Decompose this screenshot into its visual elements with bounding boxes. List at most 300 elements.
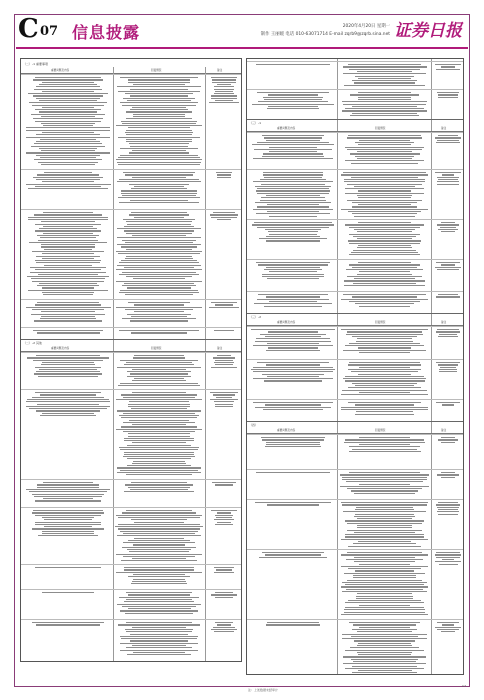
text-line [35, 367, 101, 368]
text-line [128, 302, 189, 303]
text-line [118, 197, 200, 198]
text-line [343, 350, 426, 351]
text-line [214, 572, 233, 573]
text-line [43, 233, 94, 234]
text-line [349, 254, 421, 255]
text-line [357, 231, 413, 232]
header-note: 备注 [441, 127, 447, 130]
page-code: C7 [461, 684, 466, 688]
text-line [122, 240, 197, 241]
text-line [441, 477, 455, 478]
text-line [32, 494, 103, 495]
text-line [437, 329, 459, 330]
text-line [123, 431, 196, 432]
section-title-text: （四） [249, 423, 259, 427]
text-line [354, 561, 415, 562]
text-line [257, 227, 329, 228]
text-line [42, 517, 94, 518]
table-cell [433, 471, 463, 499]
text-line [43, 125, 93, 126]
table-row [21, 479, 241, 508]
text-line [441, 264, 456, 265]
text-line [348, 369, 421, 370]
text-line [37, 285, 99, 286]
table-row [247, 499, 463, 550]
text-line [126, 256, 191, 257]
text-line [133, 652, 185, 653]
section-letter: C [18, 14, 39, 44]
text-line [358, 347, 410, 348]
text-line [253, 371, 332, 372]
table-cell [114, 329, 204, 339]
text-line [41, 116, 95, 117]
text-line [126, 130, 192, 131]
text-line [264, 306, 322, 307]
text-line [128, 433, 190, 434]
text-line [344, 85, 424, 86]
table-row [21, 564, 241, 590]
text-line [36, 141, 100, 142]
text-line [30, 272, 106, 273]
text-line [40, 318, 96, 319]
text-line [343, 378, 426, 379]
text-line [352, 672, 418, 673]
text-line [28, 93, 109, 94]
text-line [120, 470, 198, 471]
text-line [436, 262, 461, 263]
text-line [251, 329, 334, 330]
text-line [43, 294, 94, 295]
text-line [130, 320, 188, 321]
text-line [124, 283, 194, 284]
text-line [37, 487, 98, 488]
text-line [347, 200, 422, 201]
text-line [439, 369, 458, 370]
table-cell [114, 566, 204, 589]
text-line [352, 336, 417, 337]
text-line [359, 271, 410, 272]
table-cell [207, 211, 241, 299]
text-line [358, 541, 411, 542]
text-line [213, 212, 234, 213]
text-line [116, 515, 202, 516]
text-line [120, 360, 198, 361]
text-line [211, 95, 236, 96]
text-line [269, 151, 318, 152]
text-line [257, 142, 329, 143]
text-line [131, 519, 187, 520]
text-line [216, 569, 232, 570]
text-line [124, 267, 194, 268]
text-line [122, 105, 196, 106]
text-line [354, 493, 414, 494]
text-line [117, 86, 202, 87]
table-cell [339, 91, 430, 119]
table-cell [433, 436, 463, 469]
text-line [126, 139, 193, 140]
text-line [346, 334, 423, 335]
text-line [130, 640, 187, 641]
text-line [127, 376, 191, 377]
text-line [252, 224, 334, 225]
text-line [345, 650, 424, 651]
text-line [258, 264, 328, 265]
text-line [44, 519, 92, 520]
text-line [253, 402, 334, 403]
text-line [214, 93, 234, 94]
text-line [217, 177, 232, 178]
text-line [128, 608, 191, 609]
table-cell [24, 301, 112, 327]
text-line [255, 202, 331, 203]
text-line [42, 258, 94, 259]
text-line [359, 605, 409, 606]
dateline: 2020年4月20日 星期一 [342, 24, 390, 29]
text-line [40, 157, 97, 158]
text-line [39, 111, 96, 112]
text-line [120, 610, 197, 611]
text-line [344, 442, 424, 443]
text-line [40, 139, 95, 140]
text-line [269, 216, 317, 217]
text-line [438, 364, 459, 365]
text-line [358, 222, 411, 223]
text-line [123, 422, 195, 423]
text-line [120, 636, 199, 637]
text-line [37, 174, 99, 175]
text-line [118, 91, 201, 92]
text-line [117, 228, 201, 229]
text-line [129, 184, 188, 185]
text-line [118, 253, 201, 254]
text-line [215, 515, 233, 516]
text-line [436, 557, 459, 558]
text-line [130, 89, 189, 90]
text-line [342, 591, 427, 592]
text-line [128, 406, 190, 407]
table-cell [433, 221, 463, 259]
text-line [32, 397, 104, 398]
text-line [341, 394, 428, 395]
text-line [126, 647, 193, 648]
text-line [127, 549, 191, 550]
text-line [358, 262, 412, 263]
text-line [357, 527, 411, 528]
text-line [254, 149, 333, 150]
text-line [122, 512, 197, 513]
text-line [253, 209, 334, 210]
table-cell [339, 293, 430, 313]
text-line [268, 231, 319, 232]
text-line [42, 362, 94, 363]
text-line [344, 573, 424, 574]
text-line [359, 484, 409, 485]
text-line [345, 376, 423, 377]
text-line [32, 528, 103, 529]
text-line [115, 526, 202, 527]
text-line [133, 579, 186, 580]
table-cell [250, 436, 336, 469]
text-line [345, 534, 424, 535]
text-line [358, 144, 412, 145]
text-line [42, 592, 94, 593]
text-line [125, 242, 193, 243]
text-line [253, 378, 332, 379]
text-line [26, 489, 111, 490]
right-table [246, 58, 464, 675]
text-line [358, 78, 410, 79]
text-line [358, 670, 412, 671]
text-line [42, 531, 94, 532]
text-line [256, 213, 329, 214]
table-cell [114, 76, 204, 169]
text-line [133, 574, 186, 575]
table-cell [433, 328, 463, 359]
text-line [132, 107, 187, 108]
text-line [261, 197, 326, 198]
text-line [126, 118, 191, 119]
text-line [40, 237, 97, 238]
text-line [126, 221, 192, 222]
text-line [29, 408, 107, 409]
text-line [345, 147, 423, 148]
text-line [41, 221, 95, 222]
text-line [126, 362, 193, 363]
text-line [441, 66, 455, 67]
text-line [41, 311, 95, 312]
text-line [132, 463, 187, 464]
text-line [117, 237, 200, 238]
text-line [357, 158, 412, 159]
text-line [124, 452, 193, 453]
header-reply: 回复情况 [375, 321, 386, 324]
text-line [266, 140, 321, 141]
text-line [122, 123, 196, 124]
table-row [247, 469, 463, 500]
text-line [123, 413, 196, 414]
text-line [128, 79, 191, 80]
text-line [269, 301, 318, 302]
table-row [247, 434, 463, 470]
text-line [35, 515, 102, 516]
text-line [37, 302, 99, 303]
text-line [354, 278, 416, 279]
text-line [353, 236, 416, 237]
text-line [211, 98, 237, 99]
text-line [36, 355, 100, 356]
text-line [128, 404, 191, 405]
text-line [124, 491, 193, 492]
text-line [269, 271, 318, 272]
table-cell [250, 328, 336, 359]
text-line [435, 64, 460, 65]
text-line [435, 561, 461, 562]
text-line [39, 148, 98, 149]
text-line [438, 229, 457, 230]
text-line [128, 487, 189, 488]
text-line [118, 385, 200, 386]
text-line [257, 188, 329, 189]
table-cell [114, 591, 204, 619]
text-line [259, 557, 327, 558]
text-line [269, 147, 317, 148]
header-note: 备注 [217, 347, 223, 350]
text-line [212, 82, 235, 83]
text-line [28, 290, 109, 291]
text-line [349, 227, 420, 228]
text-line [267, 204, 320, 205]
text-line [29, 491, 108, 492]
text-line [344, 181, 425, 182]
text-line [120, 148, 198, 149]
text-line [38, 376, 99, 377]
table-cell [339, 221, 430, 259]
text-line [442, 559, 455, 560]
text-line [41, 246, 95, 247]
table-cell [250, 501, 336, 549]
text-line [125, 294, 193, 295]
text-line [209, 102, 239, 103]
text-line [357, 652, 413, 653]
text-line [437, 629, 459, 630]
text-line [348, 64, 420, 65]
table-cell [433, 261, 463, 291]
text-line [126, 134, 192, 135]
text-line [358, 99, 411, 100]
text-line [132, 558, 187, 559]
table-header [247, 125, 463, 132]
text-line [266, 444, 320, 445]
table-cell [339, 361, 430, 399]
text-line [437, 511, 459, 512]
text-line [345, 439, 423, 440]
text-line [43, 212, 92, 213]
text-line [442, 404, 455, 405]
text-line [355, 76, 415, 77]
header-reply: 回复情况 [151, 69, 162, 72]
text-line [435, 267, 461, 268]
masthead-rule [16, 47, 468, 49]
table-row [247, 132, 463, 170]
text-line [215, 622, 233, 623]
text-line [340, 474, 428, 475]
table-cell [433, 91, 463, 119]
text-line [352, 213, 416, 214]
text-line [36, 155, 101, 156]
text-line [215, 524, 233, 525]
text-line [131, 583, 186, 584]
text-line [252, 104, 335, 105]
text-line [352, 629, 417, 630]
section-title-text: （二）-1 重要事项 [23, 62, 48, 66]
text-line [345, 607, 423, 608]
text-line [26, 130, 110, 131]
text-line [253, 158, 333, 159]
text-line [264, 177, 323, 178]
text-line [262, 276, 325, 277]
text-line [211, 77, 237, 78]
text-line [356, 507, 413, 508]
text-line [33, 360, 102, 361]
text-line [357, 593, 413, 594]
text-line [130, 489, 189, 490]
table-row [247, 326, 463, 360]
text-line [343, 511, 426, 512]
table-row [21, 169, 241, 210]
text-line [261, 184, 326, 185]
table-cell [339, 621, 430, 675]
text-line [210, 392, 238, 393]
text-line [257, 299, 329, 300]
table-row [21, 209, 241, 300]
text-line [354, 532, 414, 533]
page-number: 07 [40, 24, 59, 39]
text-line [349, 472, 420, 473]
left-table [20, 58, 242, 662]
text-line [127, 458, 191, 459]
table-row [247, 399, 463, 422]
text-line [359, 140, 409, 141]
text-line [342, 638, 427, 639]
text-line [348, 546, 421, 547]
text-line [125, 93, 192, 94]
text-line [359, 352, 411, 353]
table-cell [207, 391, 241, 479]
text-line [126, 474, 193, 475]
text-line [267, 343, 319, 344]
text-line [36, 179, 101, 180]
text-line [358, 190, 410, 191]
text-line [349, 264, 419, 265]
text-line [42, 292, 93, 293]
text-line [437, 622, 460, 623]
text-line [127, 654, 192, 655]
text-line [345, 380, 425, 381]
text-line [26, 401, 109, 402]
table-row [247, 291, 463, 314]
text-line [351, 659, 417, 660]
text-line [40, 415, 96, 416]
text-line [125, 484, 193, 485]
text-line [34, 159, 103, 160]
text-line [35, 567, 102, 568]
text-line [36, 256, 99, 257]
text-line [438, 294, 457, 295]
table-row [247, 259, 463, 292]
text-line [342, 634, 426, 635]
text-line [353, 575, 416, 576]
text-line [27, 276, 110, 277]
text-line [351, 252, 418, 253]
text-line [438, 502, 458, 503]
table-cell [433, 171, 463, 219]
text-line [123, 456, 196, 457]
text-line [345, 224, 424, 225]
text-line [260, 334, 327, 335]
text-line [118, 528, 200, 529]
text-line [132, 392, 187, 393]
text-line [436, 69, 459, 70]
text-line [37, 404, 100, 405]
text-line [345, 193, 424, 194]
text-line [341, 409, 429, 410]
footnote: 注：上述数据未经审计 [248, 688, 279, 692]
text-line [342, 477, 426, 478]
text-line [215, 404, 233, 405]
text-line [39, 228, 98, 229]
text-line [120, 77, 199, 78]
table-cell [24, 76, 112, 169]
